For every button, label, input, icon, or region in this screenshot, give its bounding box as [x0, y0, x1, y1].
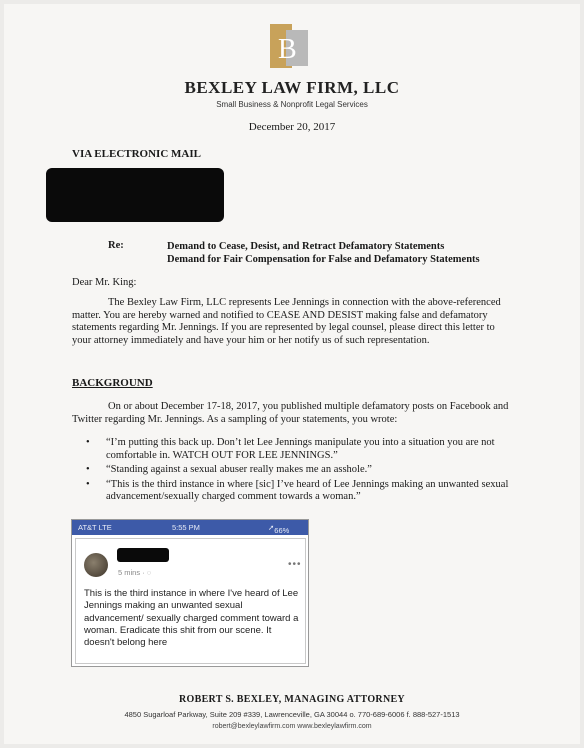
- svg-text:B: B: [278, 34, 297, 65]
- paragraph-background: On or about December 17-18, 2017, you published multiple defamatory posts on Facebook and Twitter regarding Mr. Jennings. As a sampling of your statements, you wrote:: [72, 401, 509, 425]
- redacted-author-name: [117, 548, 169, 562]
- re-subject: [167, 240, 480, 266]
- letter-date: December 20, 2017: [248, 121, 336, 133]
- redacted-address-block: [46, 168, 224, 222]
- social-post-card: [75, 538, 306, 664]
- re-label: Re:: [108, 240, 124, 251]
- more-options-icon: •••: [288, 559, 302, 570]
- globe-icon: ◌: [146, 568, 152, 577]
- re-line-2: Demand for Fair Compensation for False and Defamatory Statements: [167, 254, 480, 265]
- post-text: This is the third instance in where I've heard of Lee Jennings making an unwanted sexual advancement/ sexually charged comment toward a woman. Eradicate this shit from our scene. It doesn't belong here: [84, 588, 299, 649]
- battery-label: ➚ 66%: [268, 523, 290, 535]
- footer-contact: robert@bexleylawfirm.com www.bexleylawfirm.com: [212, 723, 372, 730]
- post-timestamp: 5 mins · ◌: [118, 568, 152, 577]
- firm-subtitle: Small Business & Nonprofit Legal Services: [216, 100, 368, 109]
- list-item: • “I’m putting this back up. Don’t let Lee Jennings manipulate you into a situation you are not comfortable in. WATCH OUT FOR LEE JENNINGS.”: [86, 437, 495, 461]
- delivery-method: VIA ELECTRONIC MAIL: [72, 148, 201, 160]
- salutation: Dear Mr. King:: [72, 277, 137, 288]
- phone-status-bar: [72, 520, 308, 535]
- paragraph-intro: The Bexley Law Firm, LLC represents Lee Jennings in connection with the above-referenced matter. You are hereby warned and notified to CEASE AND DESIST making false and defamatory statements regarding Mr. Jennings. If you are represented by legal counsel, please direct this letter to your attorney immediately and have your him or her notify us of such representation.: [72, 297, 501, 346]
- statement-list: [86, 437, 516, 506]
- footer-address: 4850 Sugarloaf Parkway, Suite 209 #339, Lawrenceville, GA 30044 o. 770-689-6006 f. 888-527-1513: [124, 710, 460, 719]
- carrier-label: AT&T LTE: [78, 523, 112, 532]
- time-label: 5:55 PM: [172, 523, 200, 532]
- bexley-logo-icon: [270, 24, 308, 68]
- re-line-1: Demand to Cease, Desist, and Retract Defamatory Statements: [167, 241, 445, 252]
- signer-name: ROBERT S. BEXLEY, MANAGING ATTORNEY: [179, 694, 405, 705]
- background-heading: BACKGROUND: [72, 377, 153, 389]
- list-item: • “Standing against a sexual abuser really makes me an asshole.”: [86, 464, 372, 475]
- list-item: • “This is the third instance in where [sic] I’ve heard of Lee Jennings making an unwanted sexual advancement/sexually charged comment towards a woman.”: [86, 478, 509, 502]
- embedded-post-screenshot: [71, 519, 309, 667]
- firm-name: BEXLEY LAW FIRM, LLC: [184, 78, 400, 97]
- avatar: [84, 553, 108, 577]
